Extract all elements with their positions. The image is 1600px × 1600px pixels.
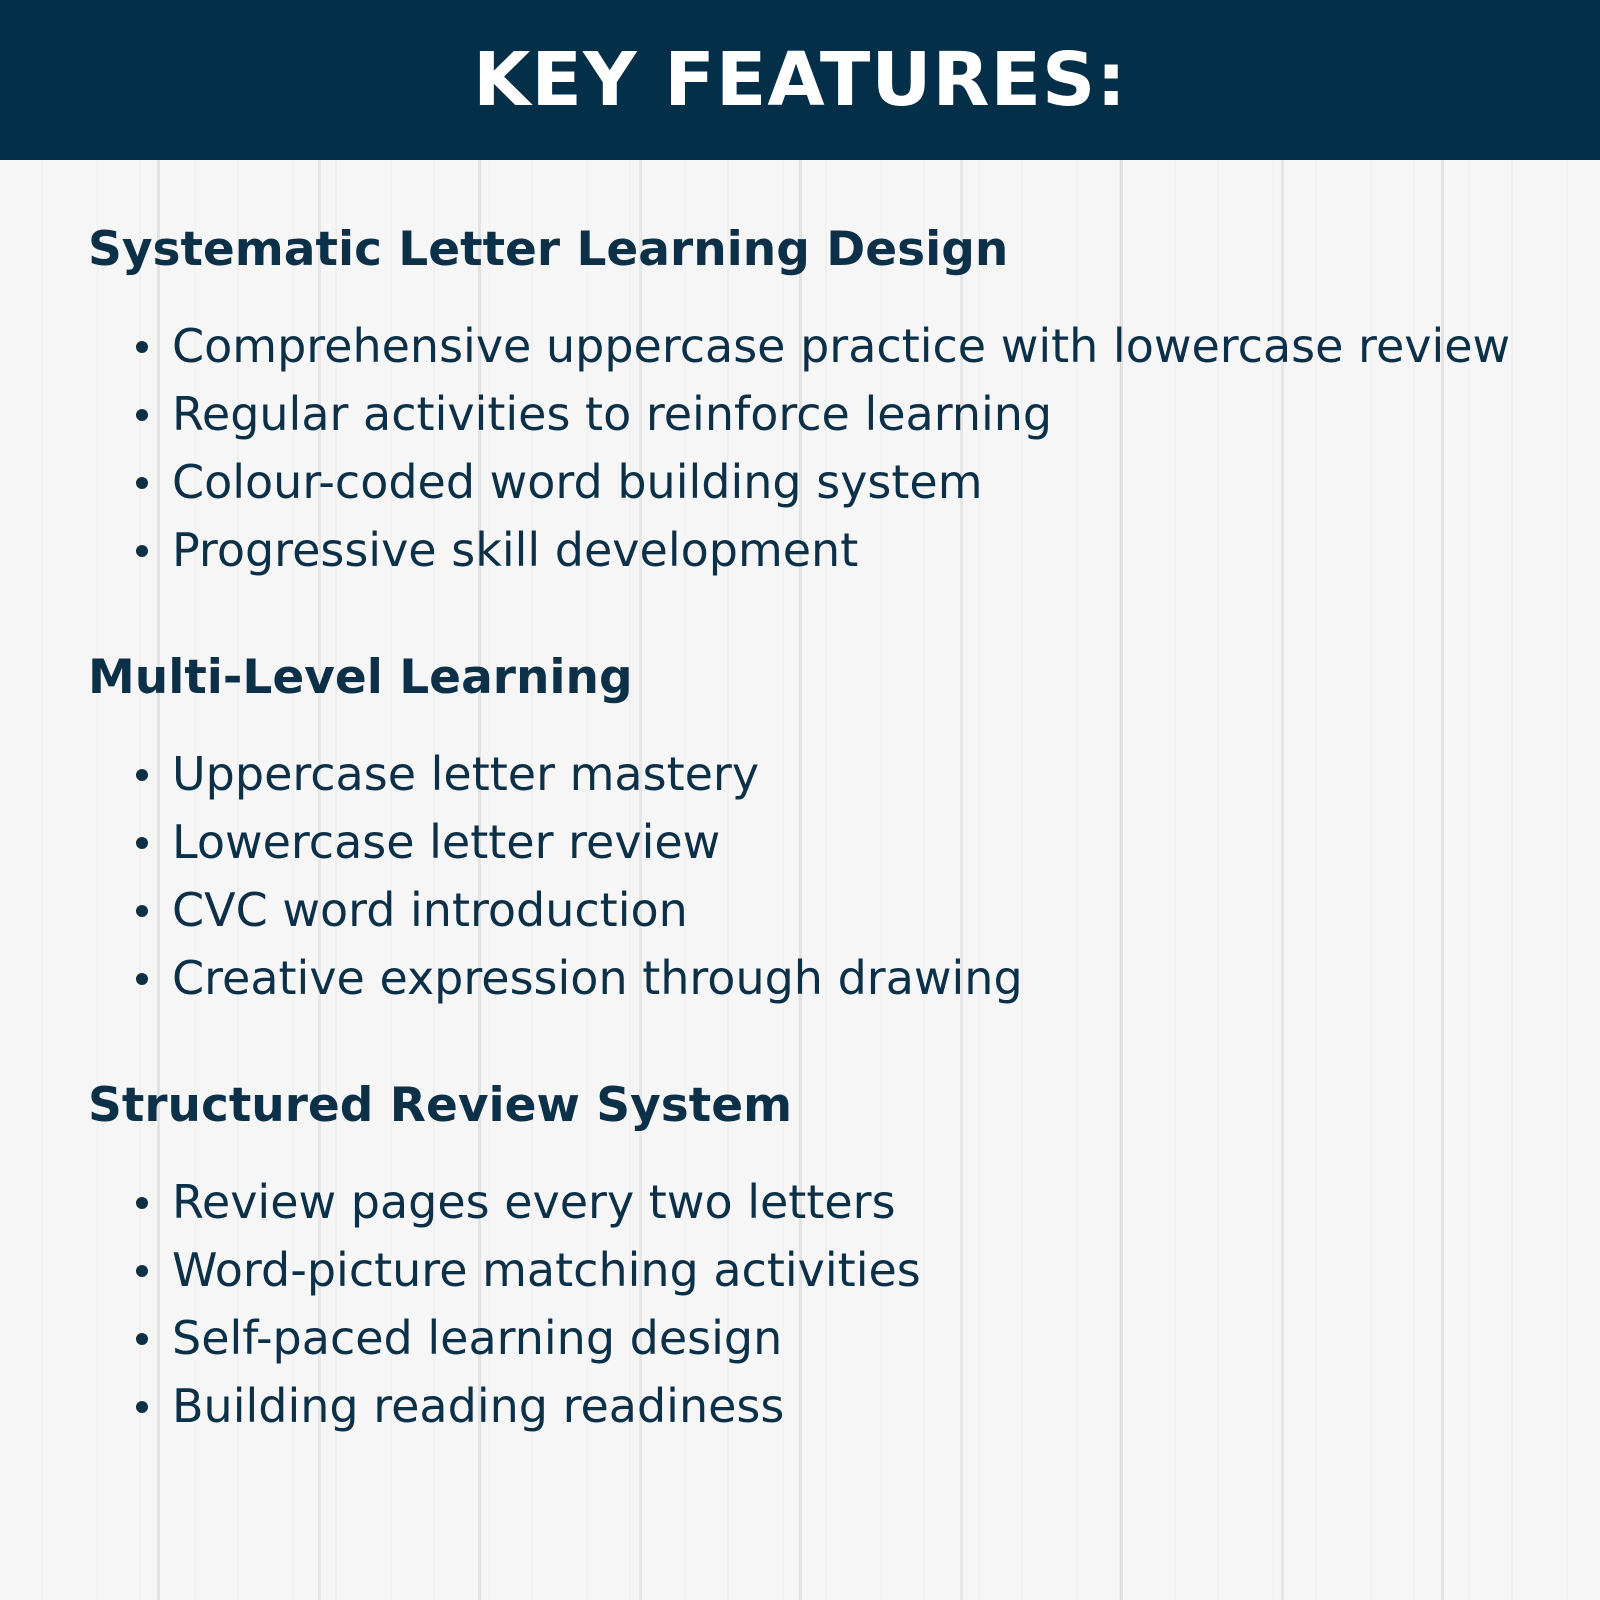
list-item-text: Review pages every two letters [172, 1175, 896, 1229]
features-content [88, 222, 1558, 1440]
section-heading: Systematic Letter Learning Design [88, 222, 1009, 277]
bullet-dot-icon [136, 341, 148, 353]
section-multi-level-learning [88, 650, 1558, 1012]
bullet-dot-icon [136, 1265, 148, 1277]
bullet-dot-icon [136, 409, 148, 421]
list-item-text: Comprehensive uppercase practice with lowercase review [172, 319, 1511, 373]
list-item-text: Creative expression through drawing [172, 951, 1023, 1005]
bullet-dot-icon [136, 973, 148, 985]
bullet-dot-icon [136, 1333, 148, 1345]
bullet-dot-icon [136, 545, 148, 557]
list-item [172, 312, 1558, 380]
bullet-dot-icon [136, 837, 148, 849]
list-item-text: Progressive skill development [172, 523, 859, 577]
list-item [172, 1304, 1558, 1372]
bullet-dot-icon [136, 769, 148, 781]
list-item [172, 808, 1558, 876]
bullet-dot-icon [136, 1197, 148, 1209]
list-item-text: Self-paced learning design [172, 1311, 783, 1365]
feature-list [88, 312, 1558, 584]
list-item [172, 740, 1558, 808]
list-item [172, 876, 1558, 944]
list-item-text: Word-picture matching activities [172, 1243, 921, 1297]
list-item [172, 380, 1558, 448]
feature-list [88, 1168, 1558, 1440]
list-item [172, 448, 1558, 516]
section-heading: Multi-Level Learning [88, 650, 633, 705]
list-item [172, 516, 1558, 584]
title-banner [0, 0, 1600, 160]
bullet-dot-icon [136, 905, 148, 917]
section-systematic-letter-learning [88, 222, 1558, 584]
bullet-dot-icon [136, 477, 148, 489]
list-item-text: Colour-coded word building system [172, 455, 983, 509]
section-heading: Structured Review System [88, 1078, 793, 1133]
bullet-dot-icon [136, 1401, 148, 1413]
list-item-text: Lowercase letter review [172, 815, 721, 869]
list-item-text: Uppercase letter mastery [172, 747, 760, 801]
list-item-text: Building reading readiness [172, 1379, 785, 1433]
feature-list [88, 740, 1558, 1012]
list-item-text: CVC word introduction [172, 883, 688, 937]
list-item [172, 1168, 1558, 1236]
list-item [172, 944, 1558, 1012]
list-item-text: Regular activities to reinforce learning [172, 387, 1053, 441]
section-structured-review-system [88, 1078, 1558, 1440]
list-item [172, 1236, 1558, 1304]
list-item [172, 1372, 1558, 1440]
page-title: KEY FEATURES: [473, 37, 1127, 123]
